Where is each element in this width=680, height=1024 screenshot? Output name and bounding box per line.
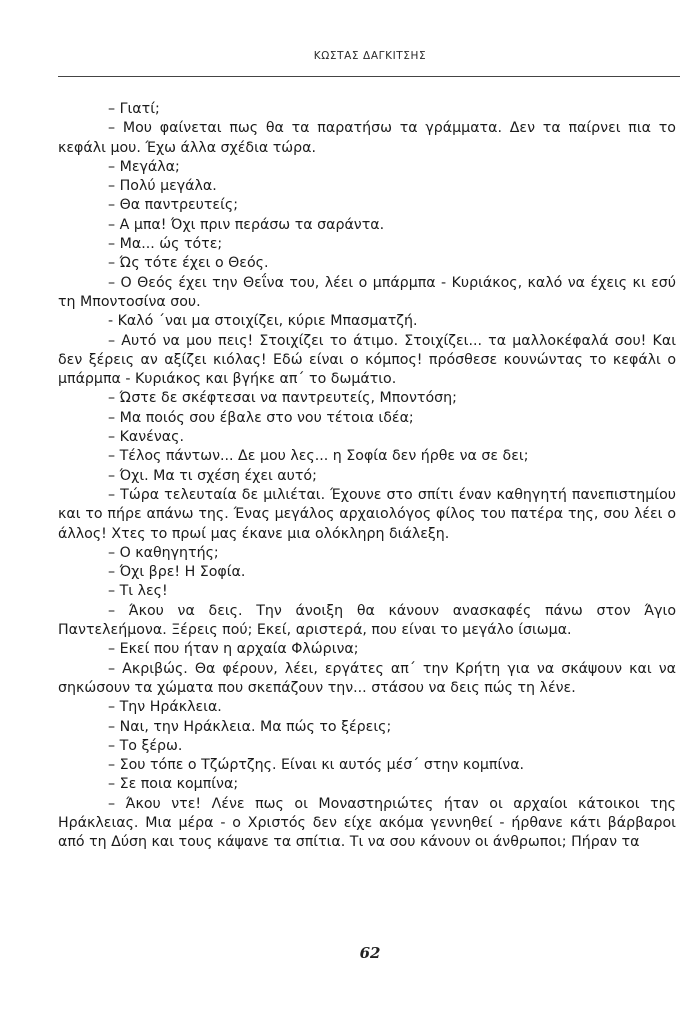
paragraph: – Ο καθηγητής; [108, 544, 219, 561]
paragraph: – Κανένας. [108, 429, 184, 446]
paragraph: – Ναι, την Ηράκλεια. Μα πώς το ξέρεις; [108, 718, 392, 735]
paragraph: – Το ξέρω. [108, 737, 183, 754]
paragraph: – Ακριβώς. Θα φέρουν, λέει, εργάτες απ΄ την Κρήτη για να σκάψουν και να σηκώσουν τα χώματα που σκεπάζουν την... στάσου να δεις πώς τη λένε. [58, 660, 676, 696]
paragraph: – Α μπα! Όχι πριν περάσω τα σαράντα. [108, 216, 385, 233]
header-rule [58, 76, 680, 77]
paragraph: – Την Ηράκλεια. [108, 699, 222, 716]
paragraph: – Άκου ντε! Λένε πως οι Μοναστηριώτες ήταν οι αρχαίοι κάτοικοι της Ηράκλειας. Μια μέρα - ο Χριστός δεν είχε ακόμα γεννηθεί - ήρθανε κάτι βάρβαροι από τη Δύση και τους κάψανε τα σπίτια. Τι να σου κάνουν οι άνθρωποι; Πήραν τα [58, 795, 676, 851]
paragraph: - Καλό ΄ναι μα στοιχίζει, κύριε Μπασματζή. [108, 313, 418, 330]
paragraph: – Μα ποιός σου έβαλε στο νου τέτοια ιδέα; [108, 409, 414, 426]
paragraph: – Μα... ώς τότε; [108, 236, 223, 253]
paragraph: – Τώρα τελευταία δε μιλιέται. Έχουνε στο σπίτι έναν καθηγητή πανεπιστημίου και το πήρε απάνω της. Ένας μεγάλος αρχαιολόγος φίλος του πατέρα της, σου λέει ο άλλος! Χτες το πρωί μας έκανε μια ολόκληρη διάλεξη. [58, 486, 676, 542]
paragraph: – Όχι βρε! Η Σοφία. [108, 564, 246, 581]
paragraph: – Θα παντρευτείς; [108, 197, 238, 214]
paragraph: – Τέλος πάντων... Δε μου λες... η Σοφία δεν ήρθε να σε δει; [108, 448, 529, 465]
paragraph: – Αυτό να μου πεις! Στοιχίζει το άτιμο. Στοιχίζει... τα μαλλοκέφαλά σου! Και δεν ξέρεις αν αξίζει κιόλας! Εδώ είναι ο κόμπος! πρόσθεσε κουνώντας το κεφάλι ο μπάρμπα - Κυριάκος και βγήκε απ΄ το δωμάτιο. [58, 332, 676, 388]
paragraph: – Τι λες! [108, 583, 168, 600]
paragraph: – Πολύ μεγάλα. [108, 178, 217, 195]
paragraph: – Άκου να δεις. Την άνοιξη θα κάνουν ανασκαφές πάνω στον Άγιο Παντελεήμονα. Ξέρεις πού; Εκεί, αριστερά, που είναι το μεγάλο ίσιωμα. [58, 602, 676, 639]
paragraph: – Ο Θεός έχει την Θεΐνα του, λέει ο μπάρμπα - Κυριάκος, καλό να έχεις κι εσύ τη Μποντοσίνα σου. [58, 274, 676, 310]
paragraph: – Σου τόπε ο Τζώρτζης. Είναι κι αυτός μέσ΄ στην κομπίνα. [108, 757, 525, 774]
paragraph: – Μου φαίνεται πως θα τα παρατήσω τα γράμματα. Δεν τα παίρνει πια το κεφάλι μου. Έχω άλλα σχέδια τώρα. [58, 120, 676, 156]
paragraph: – Ώστε δε σκέφτεσαι να παντρευτείς, Μποντόση; [108, 390, 457, 407]
paragraph: – Μεγάλα; [108, 158, 180, 175]
paragraph: – Γιατί; [108, 101, 160, 117]
page-number: 62 [359, 944, 381, 962]
page-body [58, 100, 676, 853]
paragraph: – Σε ποια κομπίνα; [108, 776, 239, 793]
paragraph: – Ώς τότε έχει ο Θεός. [108, 255, 269, 272]
paragraph: – Εκεί που ήταν η αρχαία Φλώρινα; [108, 641, 359, 658]
running-title: ΚΩΣΤΑΣ ΔΑΓΚΙΤΣΗΣ [313, 50, 427, 62]
paragraph: – Όχι. Μα τι σχέση έχει αυτό; [108, 467, 317, 484]
